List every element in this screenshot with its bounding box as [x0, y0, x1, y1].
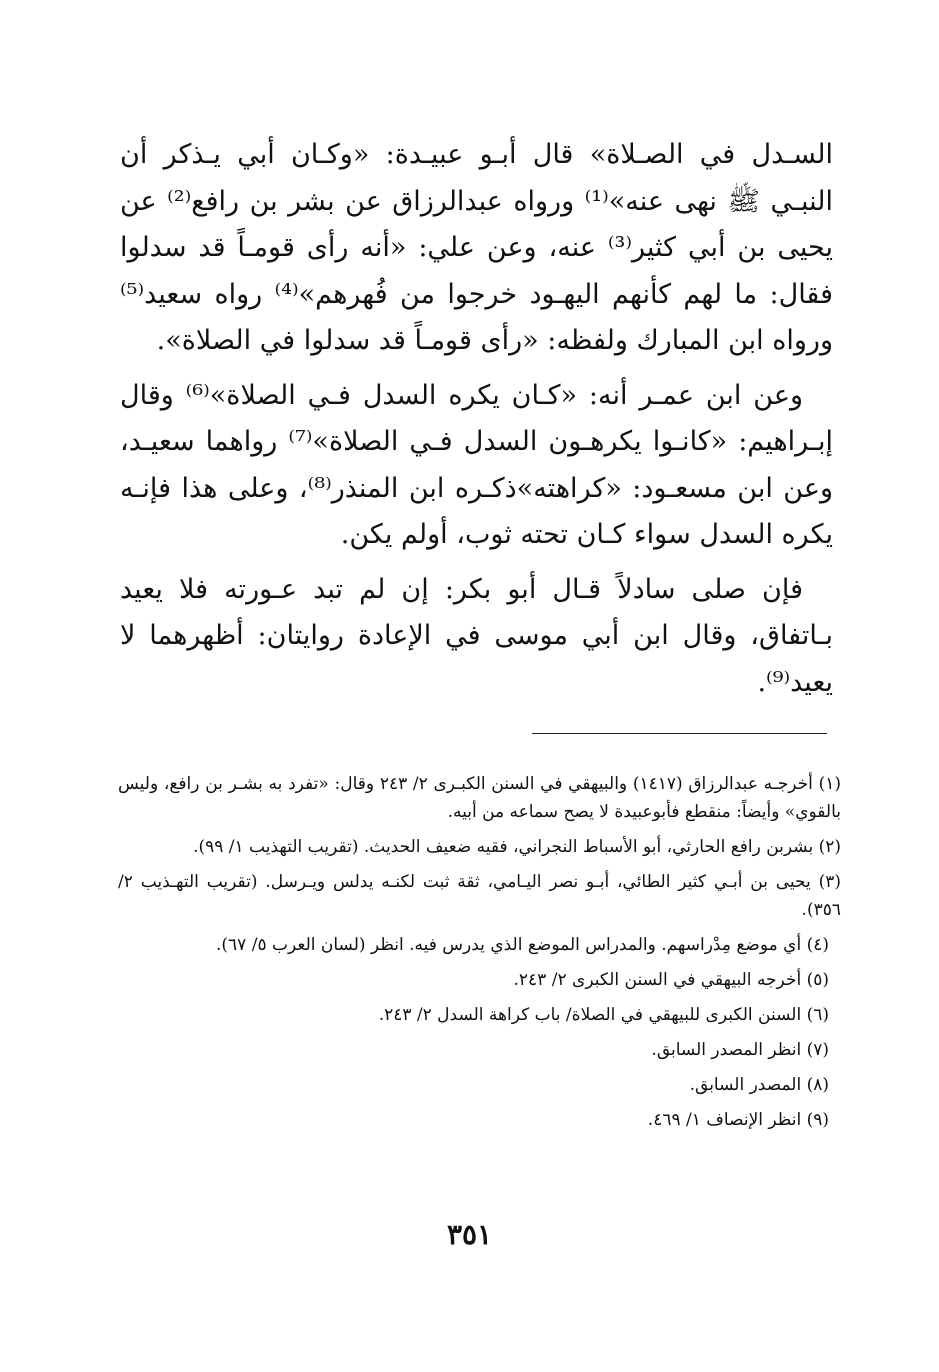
- footnote-8: (٨) المصدر السابق.: [689, 1075, 829, 1095]
- footnote-1: (١) أخرجـه عبدالرزاق (١٤١٧) والبيهقي في السنن الكبـرى ٢/ ٢٤٣ وقال: «تفرد به بشـر بن رافع، وليس بالقوي» وأيضاً: منقطع فأبوعبيدة لا يصح سماعه من أبيه.: [118, 774, 842, 822]
- paragraph-3: فإن صلى سادلاً قـال أبو بكر: إن لم تبد عـورته فلا يعيد بـاتفاق، وقال ابن أبي موسى في الإعادة روايتان: أظهرهما لا يعيد⁽⁹⁾.: [120, 573, 833, 698]
- footnote-9: (٩) انظر الإنصاف ١/ ٤٦٩.: [647, 1110, 829, 1130]
- footnote-2: (٢) بشربن رافع الحارثي، أبو الأسباط النجراني، فقيه ضعيف الحديث. (تقريب التهذيب ١/ ٩٩).: [193, 837, 841, 857]
- footnote-7: (٧) انظر المصدر السابق.: [651, 1040, 829, 1060]
- footnote-3: (٣) يحيى بن أبـي كثير الطائي، أبـو نصر اليـامي، ثقة ثبت لكنـه يدلس ويـرسل. (تقريب التهـذيب ٢/ ٣٥٦).: [118, 872, 841, 920]
- footnote-4: (٤) أي موضع مِدْراسهم. والمدراس الموضع الذي يدرس فيه. انظر (لسان العرب ٥/ ٦٧).: [216, 935, 829, 955]
- footnote-separator: [532, 733, 827, 734]
- page-number: ٣٥١: [446, 1218, 493, 1251]
- footnote-5: (٥) أخرجه البيهقي في السنن الكبرى ٢/ ٢٤٣.: [513, 970, 829, 990]
- footnotes: [118, 770, 841, 1141]
- main-text: [120, 132, 833, 706]
- paragraph-2: وعن ابن عمـر أنه: «كـان يكره السدل فـي الصلاة»⁽⁶⁾ وقال إبـراهيم: «كانـوا يكرهـون السدل فـي الصلاة»⁽⁷⁾ رواهما سعيـد، وعن ابن مسعـود: «كراهته»ذكـره ابن المنذر⁽⁸⁾، وعلى هذا فإنـه يكره السدل سواء كـان تحته ثوب، أولم يكن.: [120, 379, 833, 550]
- paragraph-1: السـدل في الصـلاة» قال أبـو عبيـدة: «وكـان أبي يـذكر أن النبـي ﷺ نهى عنه»⁽¹⁾ ورواه عبدالرزاق عن بشر بن رافع⁽²⁾ عن يحيى بن أبي كثير⁽³⁾ عنه، وعن علي: «أنه رأى قومـاً قد سدلوا فقال: ما لهم كأنهم اليهـود خرجوا من فُهرهم»⁽⁴⁾ رواه سعيد⁽⁵⁾ ورواه ابن المبارك ولفظه: «رأى قومـاً قد سدلوا في الصلاة».: [120, 139, 833, 356]
- footnote-6: (٦) السنن الكبرى للبيهقي في الصلاة/ باب كراهة السدل ٢/ ٢٤٣.: [378, 1005, 829, 1025]
